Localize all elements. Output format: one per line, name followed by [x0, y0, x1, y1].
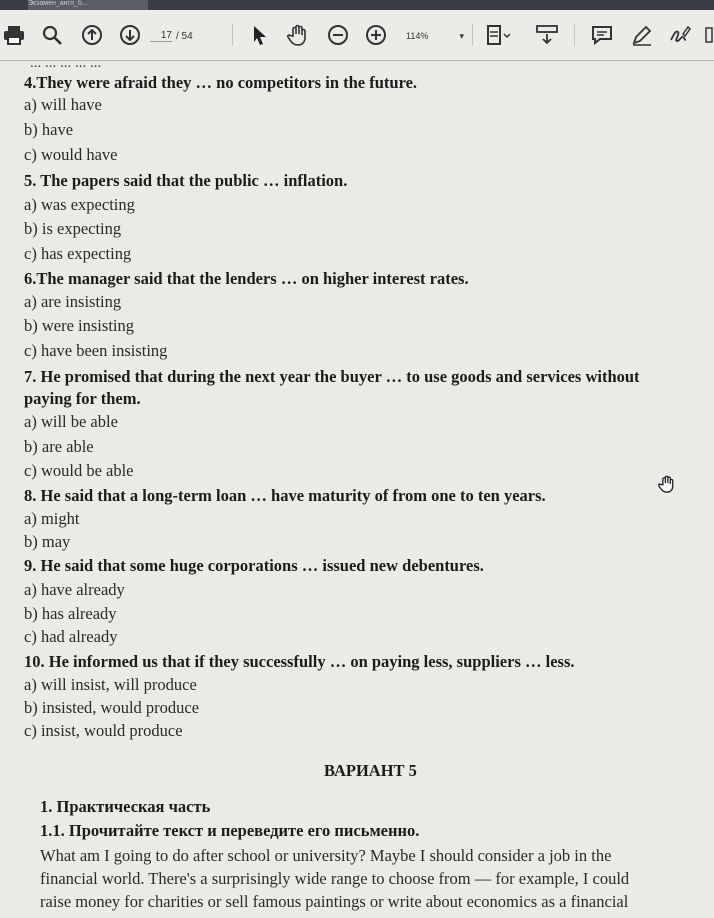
paragraph-line: raise money for charities or sell famous paintings or write about economics as a financial: [40, 892, 629, 911]
zoom-in-icon[interactable]: [364, 23, 388, 47]
option: c) has expecting: [24, 244, 132, 263]
zoom-value: 114%: [406, 31, 429, 41]
toolbar-divider: [232, 24, 233, 46]
tab-strip: [0, 0, 714, 10]
document-tab[interactable]: Экзамен_англ_б...: [28, 0, 148, 10]
question-8: 8. He said that a long-term loan … have maturity of from one to ten years.: [24, 486, 546, 505]
option: b) have: [24, 120, 74, 139]
more-tools-icon[interactable]: [704, 23, 714, 47]
question-6: 6.The manager said that the lenders … on higher interest rates.: [24, 269, 469, 288]
zoom-out-icon[interactable]: [326, 23, 350, 47]
sign-icon[interactable]: [668, 23, 692, 47]
zoom-select[interactable]: [406, 26, 464, 46]
question-5: 5. The papers said that the public … inflation.: [24, 171, 348, 190]
fit-page-icon[interactable]: [484, 23, 514, 47]
pdf-toolbar: [0, 10, 714, 61]
cut-off-line: ... ... ... ... ...: [30, 61, 102, 71]
option: a) might: [24, 509, 80, 528]
question-4: 4.They were afraid they … no competitors in the future.: [24, 73, 418, 92]
option: a) are insisting: [24, 292, 122, 311]
option: b) has already: [24, 604, 117, 623]
comment-icon[interactable]: [590, 23, 614, 47]
option: c) would have: [24, 145, 118, 164]
paragraph-line: financial world. There's a surprisingly wide range to choose from — for example, I could: [40, 869, 630, 888]
option: a) have already: [24, 580, 125, 599]
page-number-input[interactable]: 17: [150, 30, 172, 42]
option: b) may: [24, 532, 71, 551]
pen-icon[interactable]: [630, 23, 654, 47]
scroll-mode-icon[interactable]: [534, 23, 560, 47]
select-cursor-icon[interactable]: [250, 23, 270, 47]
option: b) are able: [24, 437, 94, 456]
option: a) was expecting: [24, 195, 135, 214]
option: a) will be able: [24, 412, 118, 431]
toolbar-divider: [574, 24, 575, 46]
toolbar-divider: [472, 24, 473, 46]
option: b) were insisting: [24, 316, 134, 335]
option: b) is expecting: [24, 219, 122, 238]
next-page-icon[interactable]: [118, 23, 142, 47]
option: a) will insist, will produce: [24, 675, 197, 694]
paragraph-line: What am I going to do after school or university? Maybe I should consider a job in the: [40, 846, 612, 865]
option: c) had already: [24, 627, 118, 646]
document-page: [0, 61, 714, 918]
question-9: 9. He said that some huge corporations … issued new debentures.: [24, 556, 484, 575]
option: c) would be able: [24, 461, 134, 480]
question-10: 10. He informed us that if they successfully … on paying less, suppliers … less.: [24, 652, 575, 671]
question-7: 7. He promised that during the next year the buyer … to use goods and services without: [24, 367, 640, 386]
variant-heading: ВАРИАНТ 5: [324, 761, 417, 780]
chevron-down-icon: ▾: [459, 30, 464, 41]
option: c) insist, would produce: [24, 721, 183, 740]
section-task: 1.1. Прочитайте текст и переведите его письменно.: [40, 821, 420, 840]
page-indicator: [150, 26, 220, 46]
hand-tool-icon[interactable]: [286, 23, 310, 47]
find-icon[interactable]: [40, 23, 64, 47]
option: b) insisted, would produce: [24, 698, 200, 717]
print-icon[interactable]: [2, 23, 26, 47]
section-practical: 1. Практическая часть: [40, 797, 211, 816]
hand-cursor-icon: [658, 475, 676, 498]
question-7-continued: paying for them.: [24, 389, 141, 408]
page-total: / 54: [176, 30, 193, 42]
option: a) will have: [24, 95, 102, 114]
previous-page-icon[interactable]: [80, 23, 104, 47]
option: c) have been insisting: [24, 341, 168, 360]
